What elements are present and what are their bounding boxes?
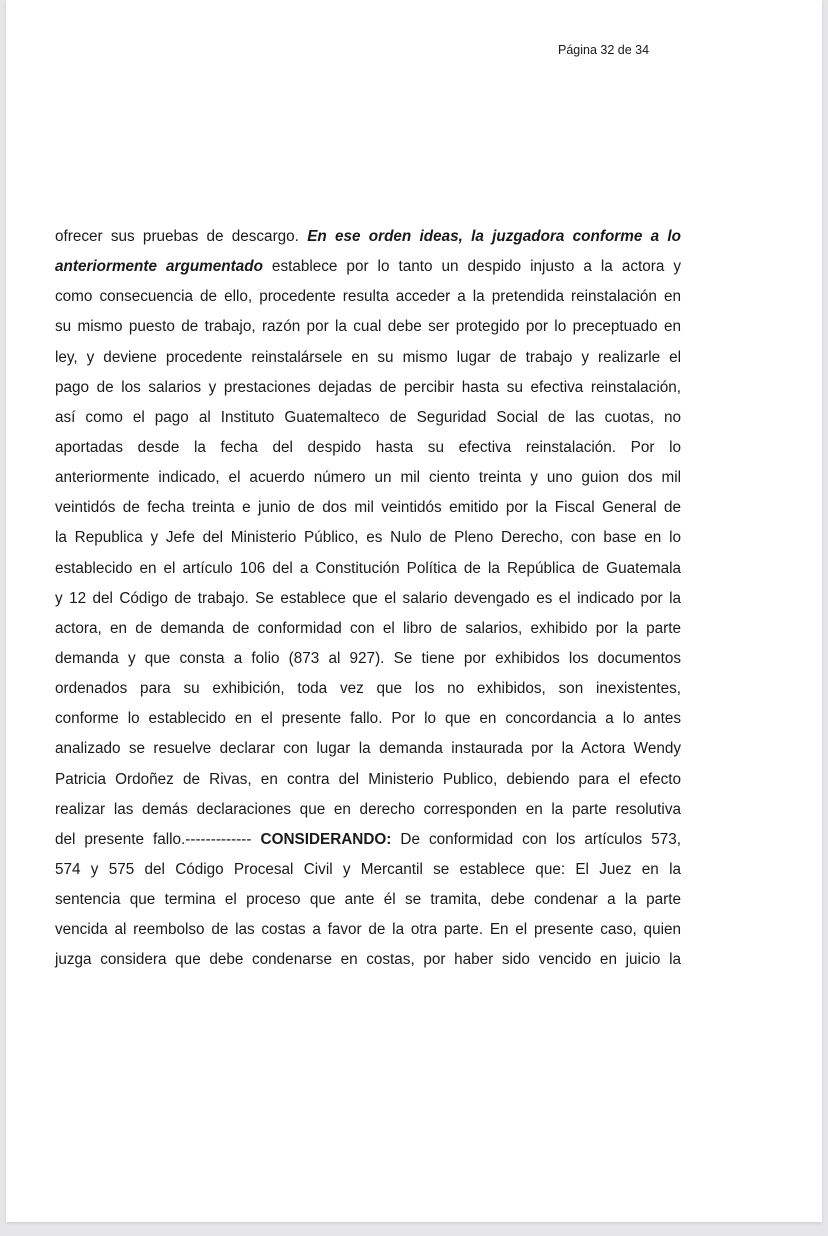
text-segment: actora, en de demanda de conformidad con el libro de salarios, exhibido por la parte xyxy=(55,619,681,637)
text-segment: analizado se resuelve declarar con lugar la demanda instaurada por la Actora Wendy xyxy=(55,740,681,758)
text-line xyxy=(55,915,681,945)
bold-italic-text: En ese orden ideas, la juzgadora conforme a lo xyxy=(307,228,681,245)
text-line xyxy=(55,945,681,975)
text-line xyxy=(55,403,681,433)
text-line xyxy=(55,373,681,403)
text-segment: Patricia Ordoñez de Rivas, en contra del Ministerio Publico, debiendo para el efecto xyxy=(55,770,681,788)
text-segment: aportadas desde la fecha del despido hasta su efectiva reinstalación. Por lo xyxy=(55,438,681,456)
text-line xyxy=(55,252,681,282)
text-segment: sentencia que termina el proceso que ante él se tramita, debe condenar a la parte xyxy=(55,891,681,909)
text-segment: y 12 del Código de trabajo. Se establece que el salario devengado es el indicado por la xyxy=(55,589,681,607)
text-line xyxy=(55,644,681,674)
text-segment: establece por lo tanto un despido injusto a la actora y xyxy=(262,258,681,276)
bold-text: CONSIDERANDO: xyxy=(260,830,392,848)
text-segment: del presente fallo.------------- xyxy=(55,830,261,848)
text-segment: ley, y deviene procedente reinstalársele en su mismo lugar de trabajo y realizarle el xyxy=(55,348,681,366)
text-line xyxy=(55,614,681,644)
text-segment: pago de los salarios y prestaciones dejadas de percibir hasta su efectiva reinstalación, xyxy=(55,378,681,396)
text-segment: veintidós de fecha treinta e junio de dos mil veintidós emitido por la Fiscal General de xyxy=(55,499,681,517)
text-segment: ofrecer sus pruebas de descargo. xyxy=(55,228,308,245)
text-segment: su mismo puesto de trabajo, razón por la cual debe ser protegido por lo preceptuado en xyxy=(55,318,681,336)
text-line xyxy=(55,463,681,493)
text-line xyxy=(55,855,681,885)
text-segment: establecido en el artículo 106 del a Constitución Política de la República de Guatemala xyxy=(55,559,681,577)
text-line xyxy=(55,765,681,795)
text-line xyxy=(55,312,681,342)
text-segment: así como el pago al Instituto Guatemalteco de Seguridad Social de las cuotas, no xyxy=(55,408,681,426)
text-segment: conforme lo establecido en el presente fallo. Por lo que en concordancia a lo antes xyxy=(55,710,681,728)
body-text xyxy=(55,222,681,976)
text-line xyxy=(55,795,681,825)
text-line xyxy=(55,343,681,373)
text-line xyxy=(55,704,681,734)
text-segment: vencida al reembolso de las costas a favor de la otra parte. En el presente caso, quien xyxy=(55,921,681,939)
text-segment: 574 y 575 del Código Procesal Civil y Mercantil se establece que: El Juez en la xyxy=(55,860,681,878)
text-segment: juzga considera que debe condenarse en costas, por haber sido vencido en juicio la xyxy=(55,951,681,969)
text-line xyxy=(55,825,681,855)
bold-italic-text: anteriormente argumentado xyxy=(55,258,263,276)
text-line xyxy=(55,554,681,584)
text-segment: como consecuencia de ello, procedente resulta acceder a la pretendida reinstalación en xyxy=(55,288,681,306)
text-line xyxy=(55,222,681,252)
text-line xyxy=(55,493,681,523)
text-line xyxy=(55,734,681,764)
text-line xyxy=(55,674,681,704)
text-line xyxy=(55,885,681,915)
text-segment: De conformidad con los artículos 573, xyxy=(391,830,681,848)
text-segment: ordenados para su exhibición, toda vez que los no exhibidos, son inexistentes, xyxy=(55,680,681,698)
text-line xyxy=(55,523,681,553)
page-number: Página 32 de 34 xyxy=(558,43,650,57)
text-segment: la Republica y Jefe del Ministerio Público, es Nulo de Pleno Derecho, con base en lo xyxy=(55,529,681,547)
text-segment: anteriormente indicado, el acuerdo número un mil ciento treinta y uno guion dos mil xyxy=(55,469,681,487)
document-page xyxy=(6,0,822,1222)
text-line xyxy=(55,282,681,312)
text-line xyxy=(55,584,681,614)
text-line xyxy=(55,433,681,463)
text-segment: demanda y que consta a folio (873 al 927). Se tiene por exhibidos los documentos xyxy=(55,649,681,667)
text-segment: realizar las demás declaraciones que en derecho corresponden en la parte resolutiva xyxy=(55,800,681,818)
